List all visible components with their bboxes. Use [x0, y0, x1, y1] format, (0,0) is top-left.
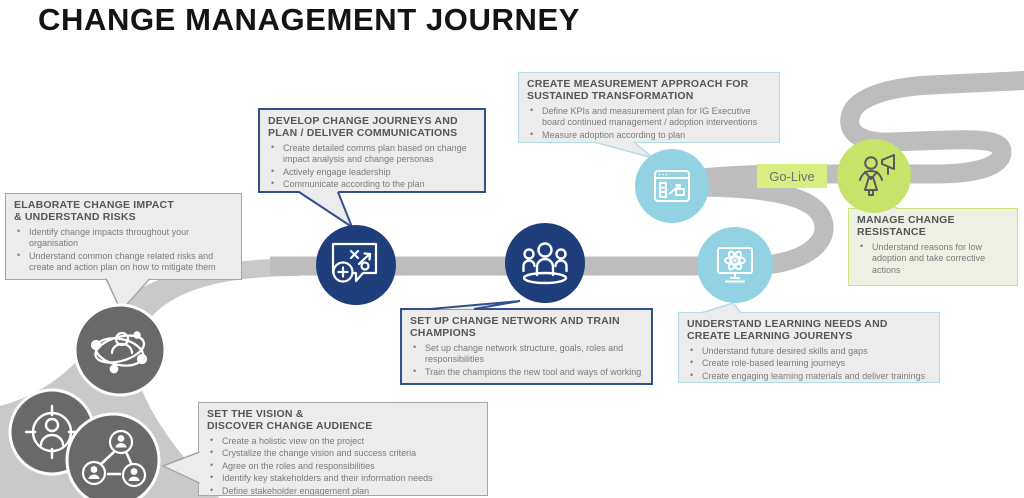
callout-title: UNDERSTAND LEARNING NEEDS AND CREATE LEARNING JOURENYS: [687, 318, 888, 343]
journey-node-impact: [75, 305, 165, 395]
callout-title: ELABORATE CHANGE IMPACT & UNDERSTAND RISKS: [14, 199, 174, 224]
callout-title: SET THE VISION & DISCOVER CHANGE AUDIENCE: [207, 408, 373, 433]
bullet-item: • Understand common change related risks and create and action plan on how to mitigate them: [14, 251, 233, 274]
bullet-item: • Create role-based learning journeys: [687, 358, 931, 370]
bullet-item: • Crystalize the change vision and success criteria: [207, 448, 479, 460]
journey-node-learning: [697, 227, 773, 303]
bullet-item: • Identify key stakeholders and their information needs: [207, 473, 479, 485]
journey-node-audience: [67, 414, 159, 498]
bullet-item: • Agree on the roles and responsibilities: [207, 461, 479, 473]
callout-title: MANAGE CHANGE RESISTANCE: [857, 214, 955, 239]
callout-title: DEVELOP CHANGE JOURNEYS AND PLAN / DELIVER COMMUNICATIONS: [268, 115, 458, 140]
callout-title: SET UP CHANGE NETWORK AND TRAIN CHAMPIONS: [410, 315, 620, 340]
journey-node-champions: [505, 223, 585, 303]
bullet-item: • Set up change network structure, goals, roles and responsibilities: [410, 343, 643, 366]
bullet-item: • Create a holistic view on the project: [207, 436, 479, 448]
bullet-item: • Measure adoption according to plan: [527, 130, 771, 142]
bullet-item: • Create engaging learning materials and deliver trainings: [687, 371, 931, 383]
bullet-item: • Create detailed comms plan based on change impact analysis and change personas: [268, 143, 476, 166]
callout-tails: [106, 142, 899, 484]
bullet-item: • Train the champions the new tool and ways of working: [410, 367, 643, 379]
journey-node-journeys: [316, 225, 396, 305]
bullet-item: • Define stakeholder engagement plan: [207, 486, 479, 496]
bullet-item: • Understand future desired skills and gaps: [687, 346, 931, 358]
bullet-item: • Actively engage leadership: [268, 167, 476, 179]
callout-title: CREATE MEASUREMENT APPROACH FOR SUSTAINED TRANSFORMATION: [527, 78, 749, 103]
go-live-badge: Go-Live: [757, 164, 827, 188]
page-title: CHANGE MANAGEMENT JOURNEY: [38, 2, 581, 37]
bullet-item: • Define KPIs and measurement plan for IG Executive board continued management / adoption interventions: [527, 106, 771, 129]
bullet-item: • Understand reasons for low adoption and take corrective actions: [857, 242, 1009, 277]
bullet-item: • Identify change impacts throughout your organisation: [14, 227, 233, 250]
bullet-item: • Communicate according to the plan: [268, 179, 476, 191]
journey-node-measurement: [635, 149, 709, 223]
journey-node-resistance: [837, 139, 911, 213]
